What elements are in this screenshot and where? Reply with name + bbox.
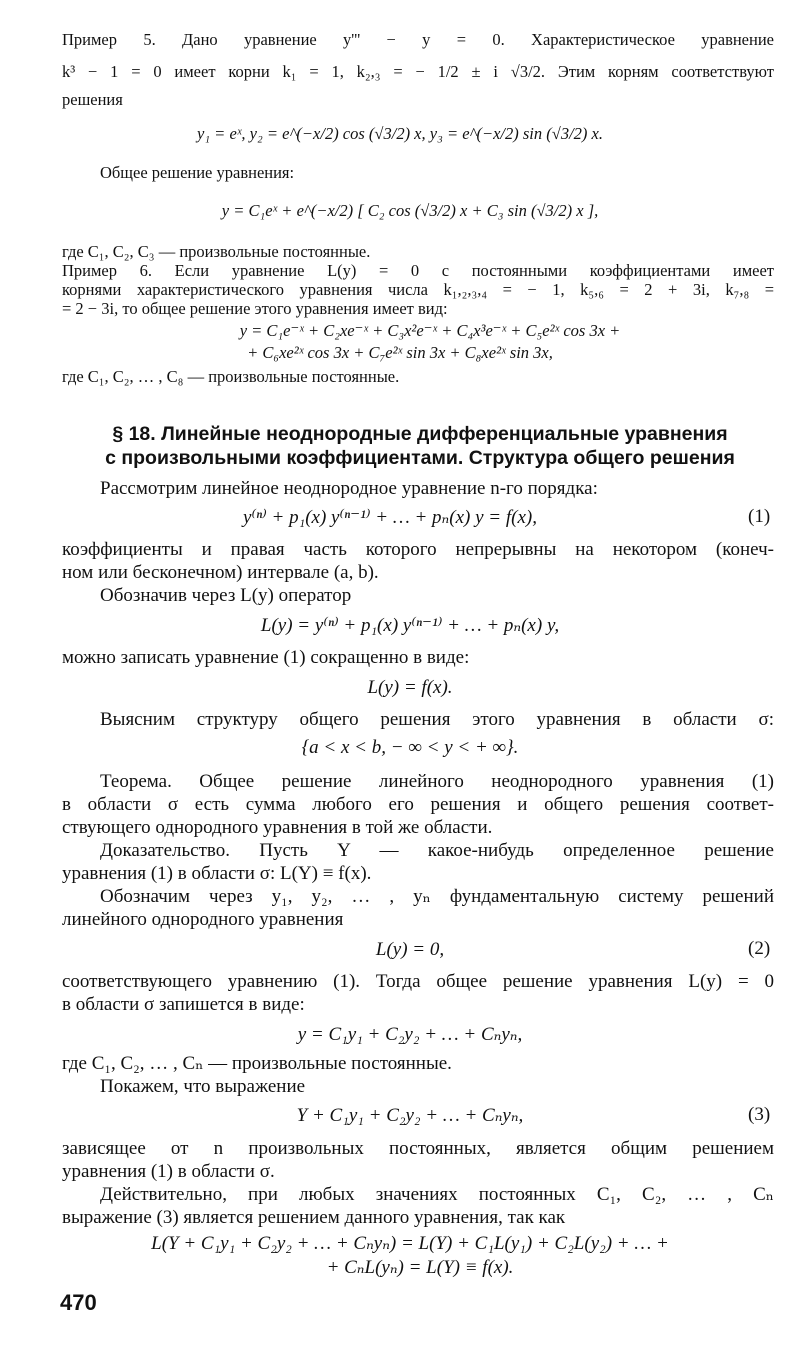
operator-definition: L(y) = y⁽ⁿ⁾ + p₁(x) y⁽ⁿ⁻¹⁾ + … + pₙ(x) y, — [260, 615, 560, 636]
proof-line2: уравнения (1) в области σ: L(Y) ≡ f(x). — [62, 863, 372, 884]
theorem-line3: ствующего однородного уравнения в той же области. — [62, 817, 493, 838]
indeed-line1: Действительно, при любых значениях постоянных C₁, C₂, … , Cₙ — [100, 1184, 774, 1205]
example6-formula-line1: y = C₁e⁻ˣ + C₂xe⁻ˣ + C₃x²e⁻ˣ + C₄x³e⁻ˣ + C₅e²ˣ cos 3x + — [239, 321, 621, 340]
section-heading-line2: с произвольными коэффициентами. Структура общего решения — [105, 447, 735, 469]
arbitrary-constants-note: где C₁, C₂, … , Cₙ — произвольные постоянные. — [62, 1053, 452, 1074]
example5-line2: k³ − 1 = 0 имеет корни k₁ = 1, k₂,₃ = − 1/2 ± i √3/2. Этим корням соответствуют — [62, 62, 774, 81]
paragraph-show: Покажем, что выражение — [100, 1076, 306, 1097]
page-number: 470 — [60, 1290, 97, 1315]
indeed-line2: выражение (3) является решением данного уравнения, так как — [62, 1207, 566, 1228]
section-heading-line1: § 18. Линейные неоднородные дифференциальные уравнения — [112, 423, 728, 445]
equation-3: Y + C₁y₁ + C₂y₂ + … + Cₙyₙ, — [296, 1105, 524, 1126]
paragraph-structure: Выясним структуру общего решения этого уравнения в области σ: — [100, 709, 774, 730]
final-formula-line1: L(Y + C₁y₁ + C₂y₂ + … + Cₙyₙ) = L(Y) + C₁L(y₁) + C₂L(y₂) + … + — [151, 1233, 669, 1254]
example5-line3: решения — [62, 90, 123, 109]
domain-sigma: {a < x < b, − ∞ < y < + ∞}. — [301, 737, 519, 758]
theorem-line1: Теорема. Общее решение линейного неоднородного уравнения (1) — [100, 771, 774, 792]
equation-1-number: (1) — [748, 506, 771, 527]
equation-1: y⁽ⁿ⁾ + p₁(x) y⁽ⁿ⁻¹⁾ + … + pₙ(x) y = f(x), — [243, 507, 537, 528]
example6-line1: Пример 6. Если уравнение L(y) = 0 с постоянными коэффициентами имеет — [62, 261, 774, 280]
paragraph-short-form: можно записать уравнение (1) сокращенно в виде: — [62, 647, 470, 668]
general-homogeneous-line2: в области σ запишется в виде: — [62, 994, 305, 1015]
example6-line3: = 2 − 3i, то общее решение этого уравнения имеет вид: — [62, 299, 448, 318]
equation-2: L(y) = 0, — [375, 939, 445, 960]
example5-constants-note: где C₁, C₂, C₃ — произвольные постоянные. — [62, 242, 371, 261]
example6-constants-note: где C₁, C₂, … , C₈ — произвольные постоянные. — [62, 367, 400, 386]
paragraph-operator: Обозначив через L(y) оператор — [100, 585, 352, 606]
theorem-line2: в области σ есть сумма любого его решения и общего решения соответ- — [62, 794, 774, 815]
equation-3-number: (3) — [748, 1104, 771, 1125]
short-equation: L(y) = f(x). — [367, 677, 453, 698]
final-formula-line2: + CₙL(yₙ) = L(Y) ≡ f(x). — [326, 1257, 514, 1278]
paragraph-coefficients-line2: ном или бесконечном) интервале (a, b). — [62, 562, 379, 583]
dependent-line2: уравнения (1) в области σ. — [62, 1161, 275, 1182]
equation-2-number: (2) — [748, 938, 771, 959]
homogeneous-solution-formula: y = C₁y₁ + C₂y₂ + … + Cₙyₙ, — [297, 1024, 523, 1045]
fundamental-system-line2: линейного однородного уравнения — [62, 909, 344, 930]
paragraph-intro: Рассмотрим линейное неоднородное уравнение n-го порядка: — [100, 478, 598, 499]
general-homogeneous-line1: соответствующего уравнению (1). Тогда общее решение уравнения L(y) = 0 — [62, 971, 774, 992]
proof-line1: Доказательство. Пусть Y — какое-нибудь определенное решение — [100, 840, 774, 861]
example5-general-solution-formula: y = C₁eˣ + e^(−x/2) [ C₂ cos (√3/2) x + C₃ sin (√3/2) x ], — [221, 201, 599, 220]
example5-line1: Пример 5. Дано уравнение y''' − y = 0. Характеристическое уравнение — [62, 30, 774, 49]
example6-formula-line2: + C₆xe²ˣ cos 3x + C₇e²ˣ sin 3x + C₈xe²ˣ sin 3x, — [247, 343, 553, 362]
paragraph-coefficients-line1: коэффициенты и правая часть которого непрерывны на некотором (конеч- — [62, 539, 774, 560]
example5-solutions-formula: y₁ = eˣ, y₂ = e^(−x/2) cos (√3/2) x, y₃ = e^(−x/2) sin (√3/2) x. — [197, 124, 603, 143]
dependent-line1: зависящее от n произвольных постоянных, является общим решением — [62, 1138, 774, 1159]
fundamental-system-line1: Обозначим через y₁, y₂, … , yₙ фундаментальную систему решений — [100, 886, 774, 907]
example6-line2: корнями характеристического уравнения числа k₁,₂,₃,₄ = − 1, k₅,₆ = 2 + 3i, k₇,₈ = — [62, 280, 774, 299]
example5-general-solution-label: Общее решение уравнения: — [100, 163, 295, 182]
